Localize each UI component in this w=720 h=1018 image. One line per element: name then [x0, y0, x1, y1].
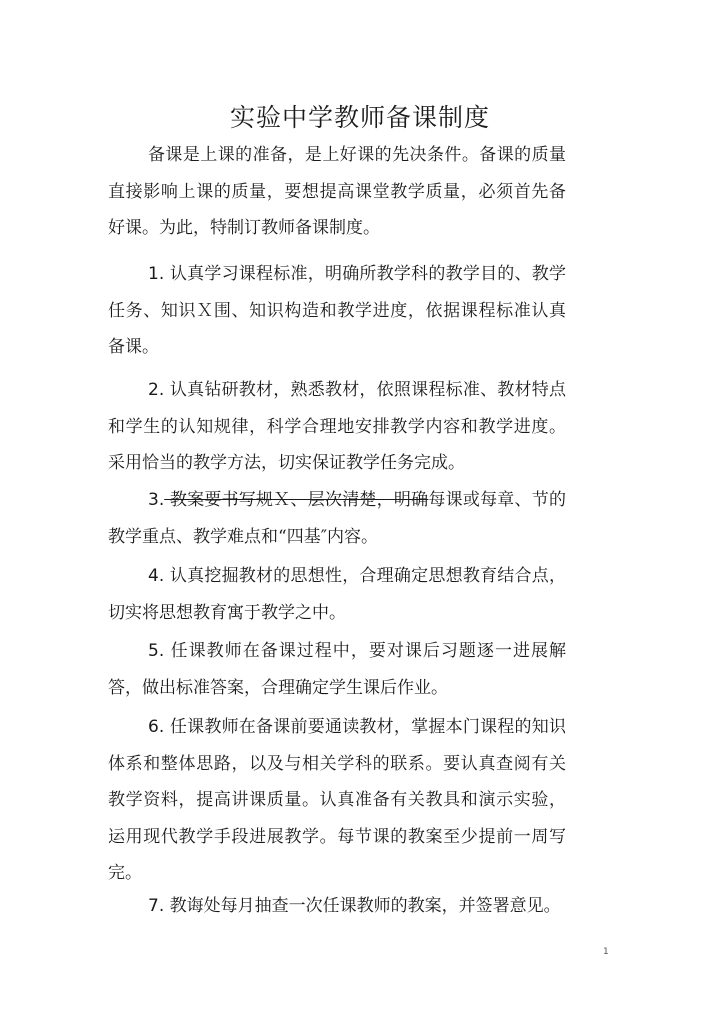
item-text: 认真学习课程标准，明确所教学科的教学目的、教学任务、知识Ｘ围、知识构造和教学进度，依据课程标准认真备课。 — [108, 264, 566, 357]
item-number: 3. — [148, 490, 165, 510]
item-number: 5. — [148, 641, 165, 661]
item-number: 2. — [148, 380, 165, 400]
item-text: 教诲处每月抽查一次任课教师的教案，并签署意见。 — [164, 896, 561, 916]
item-number: 4. — [148, 566, 165, 586]
item-number: 7. — [148, 896, 165, 916]
item-text: 任课教师在备课前要通读教材，掌握本门课程的知识体系和整体思路，以及与相关学科的联系。要认真查阅有关教学资料，提高讲课质量。认真准备有关教具和演示实验，运用现代教学手段进展教学。每节课的教案至少提前一周写完。 — [108, 717, 566, 883]
item-text: 认真钻研教材，熟悉教材，依照课程标准、教材特点和学生的认知规律，科学合理地安排教学内容和教学进度。采用恰当的教学方法，切实保证教学任务完成。 — [108, 380, 566, 473]
item-6 — [108, 709, 566, 892]
item-text-struck: 教案要书写规Ｘ、层次清楚，明确 — [164, 490, 429, 510]
document-title: 实验中学教师备课制度 — [229, 103, 490, 132]
item-text: 认真挖掘教材的思想性，合理确定思想教育结合点，切实将思想教育寓于教学之中。 — [108, 566, 566, 623]
item-number: 6. — [148, 717, 165, 737]
item-text: 任课教师在备课过程中，要对课后习题逐一进展解答，做出标准答案，合理确定学生课后作业。 — [108, 641, 566, 698]
item-7 — [108, 888, 566, 925]
item-text: 每课或每章、节的教学重点、教学难点和“四基″内容。 — [108, 490, 567, 547]
item-3 — [108, 482, 566, 555]
item-number: 1. — [148, 264, 165, 284]
item-1 — [108, 256, 566, 366]
item-5 — [108, 633, 566, 706]
page-number: 1 — [603, 947, 609, 957]
item-2 — [108, 372, 566, 482]
item-4 — [108, 558, 566, 631]
intro-paragraph: 备课是上课的准备，是上好课的先决条件。备课的质量直接影响上课的质量，要想提高课堂教学质量，必须首先备好课。为此，特制订教师备课制度。 — [108, 145, 566, 238]
